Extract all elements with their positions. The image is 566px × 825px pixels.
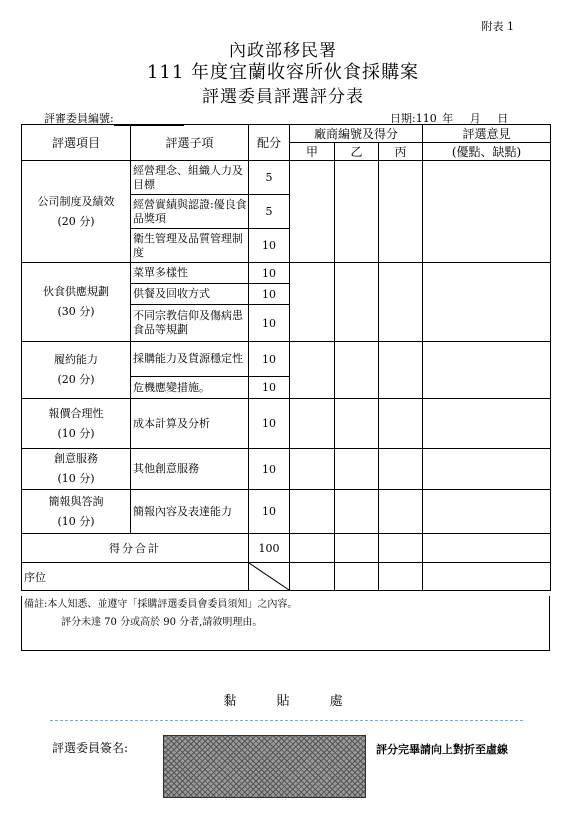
notes-box bbox=[21, 596, 550, 651]
vendor-b-score-cell[interactable] bbox=[335, 399, 379, 449]
group-points: (20 分) bbox=[57, 373, 95, 386]
vendor-b-score-cell[interactable] bbox=[335, 342, 379, 399]
title-project: 111 年度宜蘭收容所伙食採購案 bbox=[146, 62, 420, 83]
subitem-score: 10 bbox=[249, 449, 290, 490]
header-comments: 評選意見 bbox=[423, 125, 551, 143]
vendor-a-score-cell[interactable] bbox=[290, 490, 335, 534]
subitem-score: 5 bbox=[249, 195, 290, 229]
vendor-a-score-cell[interactable] bbox=[290, 342, 335, 399]
title-form: 評選委員評選評分表 bbox=[202, 87, 364, 107]
group-name: 履約能力 bbox=[54, 353, 98, 366]
vendor-a-total-cell[interactable] bbox=[290, 534, 335, 563]
subitem-score: 10 bbox=[249, 342, 290, 377]
group-item bbox=[22, 399, 131, 449]
vendor-b-rank-cell[interactable] bbox=[335, 563, 379, 591]
group-name: 簡報與答詢 bbox=[48, 494, 104, 508]
comments-cell[interactable] bbox=[423, 399, 551, 449]
subitem-score: 10 bbox=[249, 377, 290, 399]
rank-diagonal-cell bbox=[249, 563, 290, 591]
vendor-b-total-cell[interactable] bbox=[335, 534, 379, 563]
subitem-label: 危機應變措施。 bbox=[131, 377, 249, 399]
group-points: (10 分) bbox=[57, 472, 95, 485]
vendor-c-score-cell[interactable] bbox=[379, 399, 423, 449]
group-points: (10 分) bbox=[57, 514, 95, 528]
subitem-label: 衛生管理及品質管理制度 bbox=[131, 229, 249, 263]
subitem-label: 菜單多樣性 bbox=[131, 263, 249, 284]
note-line-1: 備註:本人知悉、並遵守「採購評選委員會委員須知」之內容。 bbox=[24, 599, 298, 610]
group-name: 報價合理性 bbox=[48, 406, 104, 420]
title-agency: 內政部移民署 bbox=[229, 41, 337, 61]
member-number-label: 評審委員編號: bbox=[44, 112, 114, 125]
vendor-c-score-cell[interactable] bbox=[379, 490, 423, 534]
signature-box[interactable] bbox=[163, 735, 366, 798]
comments-cell[interactable] bbox=[423, 161, 551, 263]
paste-char: 貼 bbox=[276, 694, 290, 709]
vendor-c-score-cell[interactable] bbox=[379, 263, 423, 342]
comments-cell[interactable] bbox=[423, 342, 551, 399]
total-score: 100 bbox=[249, 534, 290, 563]
comments-cell[interactable] bbox=[423, 449, 551, 490]
vendor-b-score-cell[interactable] bbox=[335, 263, 379, 342]
header-vendor-c: 丙 bbox=[379, 143, 423, 161]
header-vendor-a: 甲 bbox=[290, 143, 335, 161]
rank-label: 序位 bbox=[22, 563, 249, 591]
comments-cell[interactable] bbox=[423, 490, 551, 534]
paste-char: 黏 bbox=[223, 694, 237, 709]
subitem-label: 採購能力及貨源穩定性 bbox=[131, 342, 249, 377]
date-line: 日期:110 年 月 日 bbox=[390, 112, 509, 125]
vendor-b-score-cell[interactable] bbox=[335, 449, 379, 490]
fold-dashed-line bbox=[50, 720, 523, 721]
subitem-label: 其他創意服務 bbox=[131, 449, 249, 490]
vendor-c-score-cell[interactable] bbox=[379, 161, 423, 263]
note-line-2: 評分未達 70 分或高於 90 分者,請敘明理由。 bbox=[61, 617, 263, 628]
header-vendor-group: 廠商編號及得分 bbox=[290, 125, 423, 143]
group-item bbox=[22, 263, 131, 342]
group-points: (20 分) bbox=[57, 214, 95, 228]
header-comments-sub: (優點、缺點) bbox=[423, 143, 551, 161]
comments-cell[interactable] bbox=[423, 263, 551, 342]
subitem-label: 經營實績與認證:優良食品獎項 bbox=[131, 195, 249, 229]
scoring-table bbox=[21, 124, 551, 591]
header-vendor-b: 乙 bbox=[335, 143, 379, 161]
vendor-c-rank-cell[interactable] bbox=[379, 563, 423, 591]
vendor-c-score-cell[interactable] bbox=[379, 449, 423, 490]
total-label: 得分合計 bbox=[22, 534, 249, 563]
paste-char: 處 bbox=[329, 694, 343, 709]
vendor-c-total-cell[interactable] bbox=[379, 534, 423, 563]
group-item bbox=[22, 161, 131, 263]
vendor-a-score-cell[interactable] bbox=[290, 161, 335, 263]
subitem-score: 10 bbox=[249, 399, 290, 449]
group-name: 創意服務 bbox=[54, 452, 98, 465]
group-name: 伙食供應規劃 bbox=[43, 285, 109, 298]
header-item: 評選項目 bbox=[22, 125, 131, 161]
vendor-a-score-cell[interactable] bbox=[290, 449, 335, 490]
header-score: 配分 bbox=[249, 125, 290, 161]
vendor-a-score-cell[interactable] bbox=[290, 263, 335, 342]
signature-label: 評選委員簽名: bbox=[52, 741, 129, 755]
subitem-label: 不同宗教信仰及傷病患食品等規劃 bbox=[131, 305, 249, 342]
vendor-a-score-cell[interactable] bbox=[290, 399, 335, 449]
subitem-score: 10 bbox=[249, 229, 290, 263]
vendor-b-score-cell[interactable] bbox=[335, 490, 379, 534]
group-points: (30 分) bbox=[57, 305, 95, 318]
total-comments-cell[interactable] bbox=[423, 534, 551, 563]
subitem-label: 簡報內容及表達能力 bbox=[131, 490, 249, 534]
header-subitem: 評選子項 bbox=[131, 125, 249, 161]
subitem-label: 成本計算及分析 bbox=[131, 399, 249, 449]
group-item bbox=[22, 449, 131, 490]
group-points: (10 分) bbox=[57, 426, 95, 440]
vendor-a-rank-cell[interactable] bbox=[290, 563, 335, 591]
fold-instruction: 評分完畢請向上對折至虛線 bbox=[376, 743, 508, 756]
vendor-b-score-cell[interactable] bbox=[335, 161, 379, 263]
group-item bbox=[22, 342, 131, 399]
group-item bbox=[22, 490, 131, 534]
rank-comments-cell[interactable] bbox=[423, 563, 551, 591]
vendor-c-score-cell[interactable] bbox=[379, 342, 423, 399]
subitem-score: 10 bbox=[249, 305, 290, 342]
group-name: 公司制度及績效 bbox=[37, 194, 115, 208]
subitem-label: 經營理念、組織人力及目標 bbox=[131, 161, 249, 195]
subitem-score: 5 bbox=[249, 161, 290, 195]
subitem-label: 供餐及回收方式 bbox=[131, 284, 249, 305]
diagonal-line bbox=[249, 563, 289, 590]
subitem-score: 10 bbox=[249, 263, 290, 284]
subitem-score: 10 bbox=[249, 490, 290, 534]
subitem-score: 10 bbox=[249, 284, 290, 305]
annex-label: 附表 1 bbox=[481, 20, 514, 33]
paste-area-label bbox=[0, 690, 566, 709]
